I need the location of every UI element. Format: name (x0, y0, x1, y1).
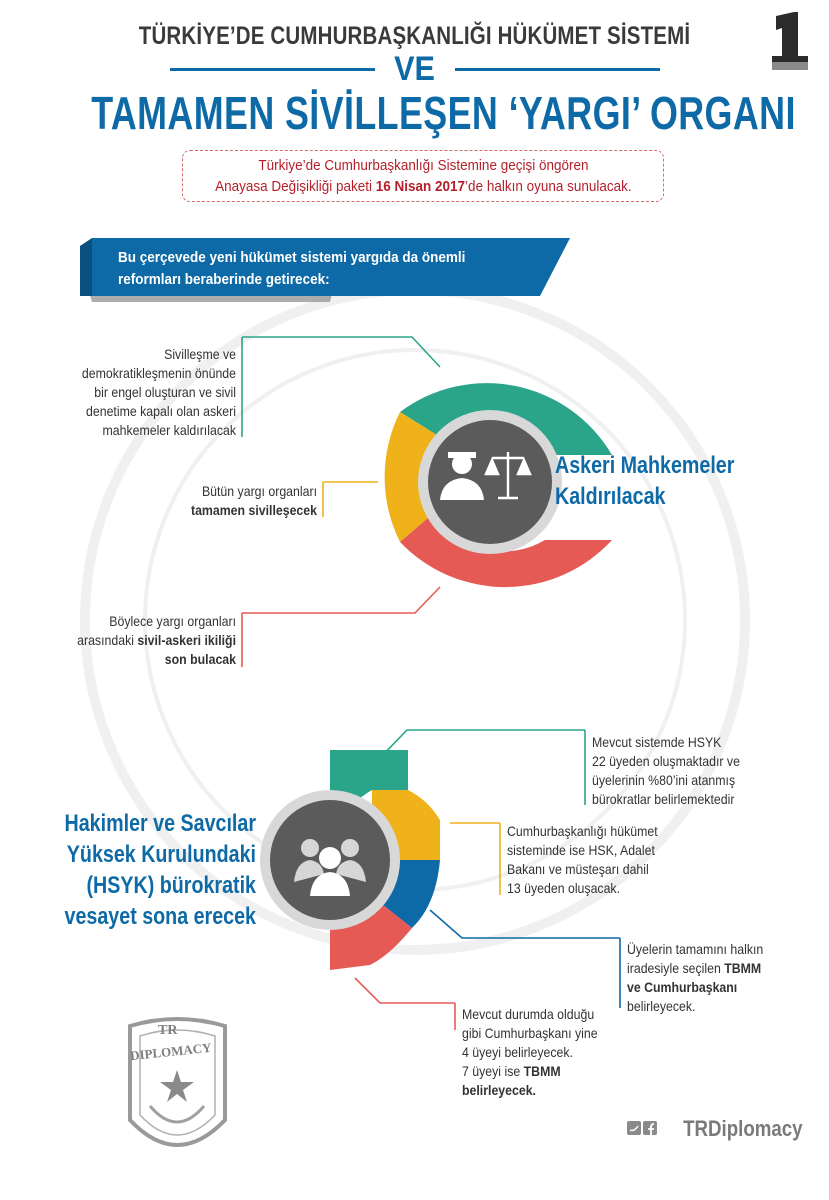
section2-title-line: Yüksek Kurulundaki (66, 841, 256, 868)
s2-item4-line: Mevcut durumda olduğu (462, 1006, 595, 1022)
s1-item1-line: Sivilleşme ve (164, 346, 236, 362)
connector-red-2 (355, 978, 455, 1003)
intro-line2-c: ’de halkın oyuna sunulacak. (464, 178, 632, 195)
facebook-icon (643, 1121, 657, 1135)
s2-item1-line: bürokratlar belirlemektedir (592, 791, 735, 807)
s2-item1-line: Mevcut sistemde HSYK (592, 734, 722, 750)
page-title: TAMAMEN SİVİLLEŞEN ‘YARGI’ ORGANI (91, 87, 796, 139)
s2-item2-line: 13 üyeden oluşacak. (507, 880, 621, 896)
s2-item3-part: iradesiyle seçilen (627, 960, 725, 976)
s2-item1 (592, 733, 786, 809)
center-disc (428, 420, 552, 544)
s2-item4-bold: TBMM (523, 1063, 561, 1079)
intro-date: 16 Nisan 2017 (375, 178, 465, 195)
s2-item4-bold2: belirleyecek. (462, 1082, 536, 1098)
s2-item4-line: 4 üyeyi belirleyecek. (462, 1044, 573, 1060)
section1-title-line1: Askeri Mahkemeler (555, 452, 735, 479)
s2-item1-line: 22 üyeden oluşmaktadır ve (592, 753, 740, 769)
s1-item3-bold: sivil-askeri ikiliği (137, 632, 236, 648)
seal-top-text: TR (158, 1023, 178, 1038)
s1-item1-line: denetime kapalı olan askeri (86, 403, 236, 419)
banner-line1: Bu çerçevede yeni hükümet sistemi yargıda da önemli (118, 249, 466, 266)
s2-item3-line: Üyelerin tamamını halkın (627, 941, 764, 957)
s1-item1-line: demokratikleşmenin önünde (81, 365, 237, 381)
connector-teal-1 (242, 337, 440, 367)
s1-item1-line: mahkemeler kaldırılacak (102, 422, 236, 438)
s2-item3 (627, 940, 799, 1016)
section1-title-line2: Kaldırılacak (555, 483, 666, 510)
s1-item2-line: Bütün yargı organları (201, 483, 317, 499)
s1-item3-line: Böylece yargı organları (109, 613, 236, 629)
section2-title-line: vesayet sona erecek (64, 903, 257, 930)
connector-blue-2 (430, 910, 620, 938)
section2-title-line: Hakimler ve Savcılar (64, 810, 256, 837)
s2-item2-line: sisteminde ise HSK, Adalet (507, 842, 655, 858)
seal-badge (110, 1010, 245, 1170)
section1-title (555, 450, 752, 512)
s2-item3-line (627, 959, 799, 978)
connector-red-1 (242, 587, 440, 613)
s1-item3-bold2: son bulacak (164, 651, 236, 667)
s1-item2-bold: tamamen sivilleşecek (190, 502, 317, 518)
s2-item2-line: Bakanı ve müsteşarı dahil (507, 861, 649, 877)
banner-line2: reformları beraberinde getirecek: (118, 271, 330, 288)
s1-item3-part: arasındaki (77, 632, 138, 648)
intro-line1: Türkiye’de Cumhurbaşkanlığı Sistemine geçişi öngören (257, 157, 589, 174)
twitter-icon (627, 1121, 641, 1135)
s2-item4-part: 7 üyeyi ise (462, 1063, 524, 1079)
banner-text (118, 247, 496, 291)
footer-brand[interactable]: TRDiplomacy (683, 1116, 803, 1141)
section2-title (54, 808, 256, 932)
s1-item2 (126, 482, 317, 520)
social-icons (627, 1121, 657, 1137)
header-line1: TÜRKİYE’DE CUMHURBAŞKANLIĞI HÜKÜMET SİSTEMİ (138, 22, 691, 50)
s1-item1 (64, 345, 236, 440)
s2-item4 (462, 1005, 638, 1100)
intro-line2-a: Anayasa Değişikliği paketi (214, 178, 376, 195)
s2-item1-line: üyelerinin %80’ini atanmış (592, 772, 736, 788)
s2-item3-line: belirleyecek. (627, 998, 696, 1014)
s1-item3 (46, 612, 236, 669)
header-ve: VE (394, 50, 435, 88)
s2-item2-line: Cumhurbaşkanlığı hükümet (507, 823, 658, 839)
connector-teal-2 (380, 730, 585, 758)
section2-title-line: (HSYK) bürokratik (86, 872, 256, 899)
s2-item3-bold2: ve Cumhurbaşkanı (627, 979, 738, 995)
s2-item4-line (462, 1062, 638, 1081)
seal-bottom-text: DIPLOMACY (129, 1039, 213, 1064)
s2-item3-bold: TBMM (724, 960, 762, 976)
s2-item2 (507, 822, 701, 898)
s2-item4-line: gibi Cumhurbaşkanı yine (462, 1025, 598, 1041)
s1-item3-line (46, 631, 236, 650)
s1-item1-line: bir engel oluşturan ve sivil (94, 384, 236, 400)
